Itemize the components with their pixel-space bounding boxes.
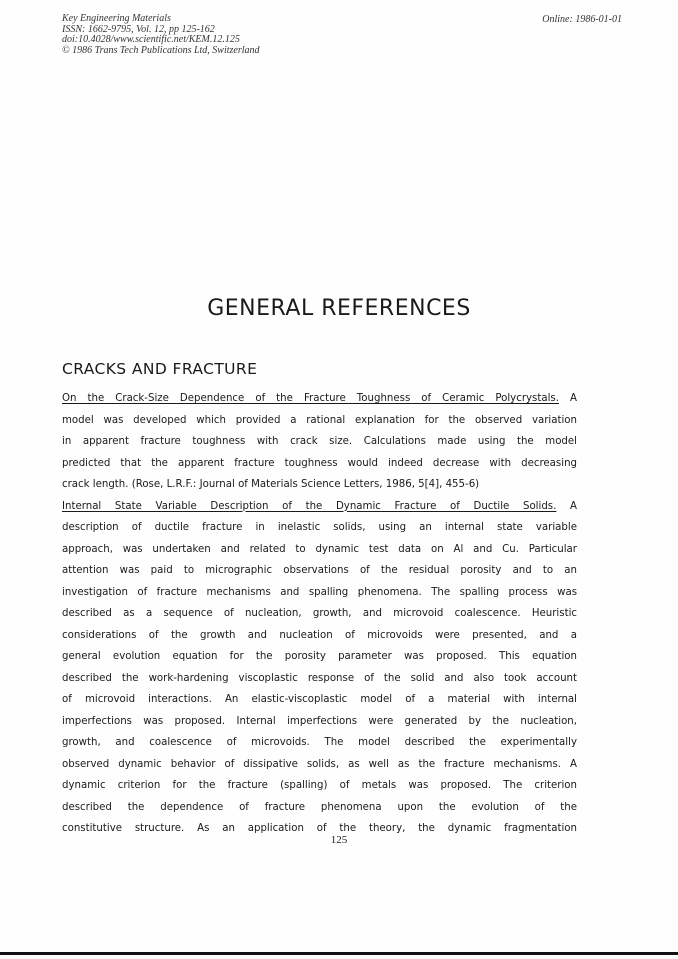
doi-line: doi:10.4028/www.scientific.net/KEM.12.125 (62, 34, 240, 45)
section-heading: CRACKS AND FRACTURE (62, 360, 258, 378)
entry-1-line: crack length. (Rose, L.R.F.: Journal of Materials Science Letters, 1986, 5[4], 455-6) (62, 479, 480, 490)
entry-2-line: described as a sequence of nucleation, growth, and microvoid coalescence. Heuristic (62, 608, 577, 619)
body-text (62, 388, 577, 840)
entry-2-line: growth, and coalescence of microvoids. The model described the experimentally (62, 737, 577, 748)
journal-name: Key Engineering Materials (62, 13, 171, 24)
entry-1-line: predicted that the apparent fracture toughness would indeed decrease with decreasing (62, 457, 577, 469)
entry-2-line: dynamic criterion for the fracture (spalling) of metals was proposed. The criterion (62, 780, 577, 791)
page-title: GENERAL REFERENCES (207, 296, 471, 321)
entry-2-line: described the dependence of fracture phenomena upon the evolution of the (62, 801, 577, 813)
entry-2-title-rest: A (570, 500, 577, 512)
entry-2-line: attention was paid to micrographic observations of the residual porosity and to an (62, 565, 577, 576)
entry-2-line: investigation of fracture mechanisms and spalling phenomena. The spalling process was (62, 586, 577, 598)
entry-1-line: in apparent fracture toughness with crack size. Calculations made using the model (62, 436, 577, 447)
entry-1-title-line (62, 388, 577, 410)
entry-2-line: description of ductile fracture in inelastic solids, using an internal state variable (62, 522, 577, 533)
entry-2-line: constitutive structure. As an application of the theory, the dynamic fragmentation (62, 823, 577, 834)
entry-1-title-rest: A (570, 393, 577, 404)
entry-2-title: Internal State Variable Description of the Dynamic Fracture of Ductile Solids. (62, 500, 557, 512)
online-date: Online: 1986-01-01 (542, 14, 622, 25)
entry-2-line: considerations of the growth and nucleation of microvoids were presented, and a (62, 629, 577, 641)
page-number: 125 (330, 834, 348, 846)
entry-1-title: On the Crack-Size Dependence of the Fracture Toughness of Ceramic Polycrystals. (62, 393, 559, 404)
entry-2-title-line (62, 496, 577, 518)
entry-1-line: model was developed which provided a rational explanation for the observed variation (62, 414, 577, 426)
copyright-line: © 1986 Trans Tech Publications Ltd, Switzerland (62, 44, 260, 56)
entry-2-line: observed dynamic behavior of dissipative solids, as well as the fracture mechanisms. A (62, 758, 577, 770)
entry-2-line: of microvoid interactions. An elastic-viscoplastic model of a material with internal (62, 694, 577, 705)
entry-2-line: imperfections was proposed. Internal imperfections were generated by the nucleation, (62, 715, 577, 727)
entry-2-line: approach, was undertaken and related to dynamic test data on Al and Cu. Particular (62, 543, 577, 555)
journal-header (62, 14, 622, 56)
entry-2-line: described the work-hardening viscoplastic response of the solid and also took account (62, 672, 577, 684)
issn-line: ISSN: 1662-9795, Vol. 12, pp 125-162 (62, 23, 215, 35)
entry-2-line: general evolution equation for the porosity parameter was proposed. This equation (62, 651, 577, 662)
bottom-rule (0, 952, 678, 955)
